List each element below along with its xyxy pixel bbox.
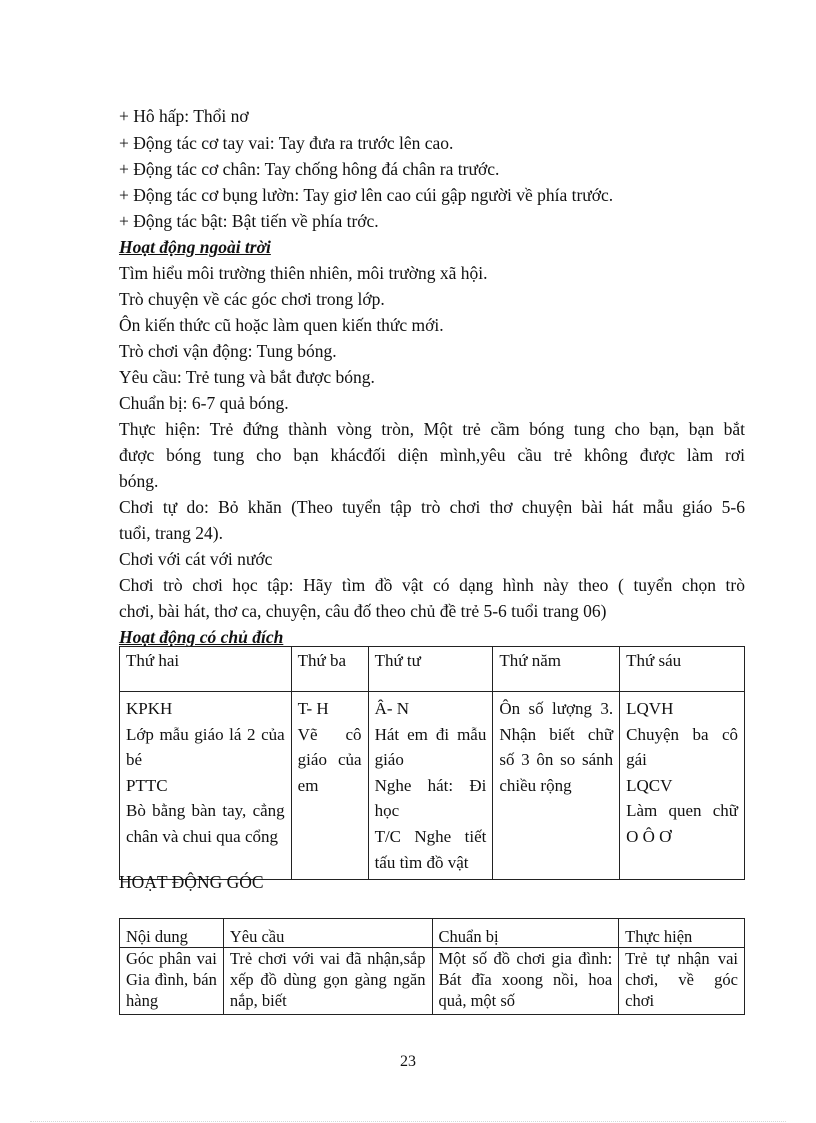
text-line: Chơi với cát với nước (119, 549, 273, 569)
text-line: bóng. (119, 471, 159, 491)
text-line: Yêu cầu: Trẻ tung và bắt được bóng. (119, 367, 375, 387)
header-wednesday: Thứ tư (368, 647, 493, 692)
text-line: + Động tác cơ tay vai: Tay đưa ra trước lên cao. (119, 133, 454, 153)
activity-subject: PTTC (126, 775, 168, 795)
cell-content (120, 948, 224, 1015)
cell-requirements (223, 948, 432, 1015)
text-line: Thực hiện: Trẻ đứng thành vòng tròn, Một trẻ cầm bóng tung cho bạn, bạn bắt (119, 419, 745, 439)
text-line: + Động tác cơ bụng lườn: Tay giơ lên cao cúi gập người về phía trước. (119, 185, 614, 205)
header-friday: Thứ sáu (620, 647, 745, 692)
activity-title: Chuyện ba cô gái (626, 724, 738, 770)
header-monday: Thứ hai (120, 647, 292, 692)
activity-title: T/C Nghe tiết tấu tìm đồ vật (374, 826, 487, 872)
activity-subject: LQCV (626, 775, 673, 795)
cell-monday (120, 692, 292, 880)
activity-subject: T- H (297, 699, 329, 718)
activity-subject: LQVH (626, 699, 674, 718)
activity-title: Làm quen chữ O Ô Ơ (626, 801, 738, 846)
text-line: được bóng tung cho bạn khácđối diện mình,yêu cầu trẻ không được làm rơi (119, 445, 745, 465)
cell-implementation (619, 948, 745, 1015)
cell-tuesday (291, 692, 368, 880)
header-tuesday: Thứ ba (291, 647, 368, 692)
text-line: + Hô hấp: Thổi nơ (119, 106, 249, 126)
page-bottom-divider (30, 1121, 786, 1122)
header-thursday: Thứ năm (493, 647, 620, 692)
activity-title: Vẽ cô giáo của em (297, 724, 362, 795)
activity-title: Lớp mẫu giáo lá 2 của bé (126, 724, 285, 770)
cell-thursday (493, 692, 620, 880)
text-line: Ôn kiến thức cũ hoặc làm quen kiến thức mới. (119, 315, 444, 335)
activity-title: Hát em đi mẫu giáo (374, 724, 487, 770)
activity-title: Ôn số lượng 3. Nhận biết chữ số 3 ôn so sánh chiều rộng (499, 699, 614, 795)
header-content: Nội dung (120, 919, 224, 948)
text-line: Chơi tự do: Bỏ khăn (Theo tuyển tập trò chơi thơ chuyện bài hát mẫu giáo 5-6 (119, 497, 745, 517)
cell-wednesday (368, 692, 493, 880)
table-row (120, 948, 745, 1015)
cell-text: Trẻ chơi với vai đã nhận,sắp xếp đồ dùng gọn gàng ngăn nắp, biết (229, 949, 426, 1010)
text-line: chơi, bài hát, thơ ca, chuyện, câu đố theo chủ đề trẻ 5-6 tuổi trang 06) (119, 601, 607, 621)
page-number: 23 (400, 1053, 416, 1070)
table-header-row (120, 919, 745, 948)
corners-title: HOẠT ĐỘNG GÓC (119, 872, 264, 892)
purposeful-heading: Hoạt động có chủ đích (119, 627, 284, 647)
outdoor-heading: Hoạt động ngoài trời (119, 237, 271, 257)
cell-text: Góc phân vai Gia đình, bán hàng (126, 949, 217, 1010)
text-line: Trò chuyện về các góc chơi trong lớp. (119, 289, 385, 309)
activity-title: Nghe hát: Đi học (374, 775, 487, 821)
activity-subject: KPKH (126, 699, 173, 718)
cell-text: Một số đồ chơi gia đình: Bát đĩa xoong nồi, hoa quả, một số (438, 949, 613, 1010)
text-line: tuổi, trang 24). (119, 523, 224, 543)
header-implementation: Thực hiện (619, 919, 745, 948)
text-line: Chơi trò chơi học tập: Hãy tìm đồ vật có dạng hình này theo ( tuyển chọn trò (119, 575, 745, 595)
activity-title: Bò bằng bàn tay, cẳng chân và chui qua cổng (126, 801, 285, 846)
activity-subject: Â- N (374, 699, 410, 718)
header-preparation: Chuẩn bị (432, 919, 619, 948)
table-row (120, 692, 745, 880)
cell-preparation (432, 948, 619, 1015)
text-line: + Động tác bật: Bật tiến về phía trớc. (119, 211, 379, 231)
cell-friday (620, 692, 745, 880)
cell-text: Trẻ tự nhận vai chơi, về góc chơi (625, 949, 738, 1010)
text-line: Tìm hiểu môi trường thiên nhiên, môi trường xã hội. (119, 263, 488, 283)
text-line: Chuẩn bị: 6-7 quả bóng. (119, 393, 289, 413)
table-header-row (120, 647, 745, 692)
header-requirements: Yêu cầu (223, 919, 432, 948)
text-line: Trò chơi vận động: Tung bóng. (119, 341, 337, 361)
corner-activities-table (119, 918, 745, 1015)
text-line: + Động tác cơ chân: Tay chống hông đá chân ra trước. (119, 159, 500, 179)
weekly-schedule-table (119, 646, 745, 880)
